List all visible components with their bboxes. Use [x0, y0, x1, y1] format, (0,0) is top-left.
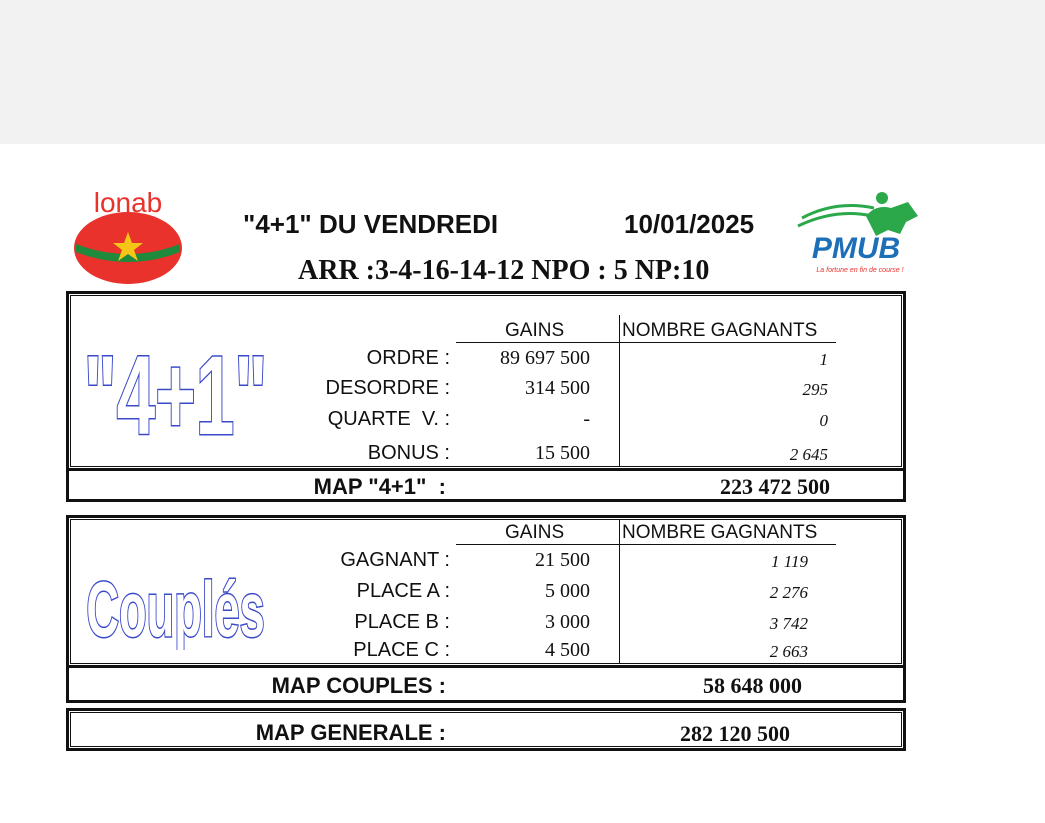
row-label: QUARTE V. : — [327, 408, 450, 430]
map-generale-label: MAP GENERALE : — [255, 720, 446, 745]
row-label: BONUS : — [367, 442, 450, 464]
header-underline — [456, 342, 836, 343]
row-winners: 1 — [819, 350, 828, 369]
row-gain: 21 500 — [535, 549, 590, 571]
row-gain: 89 697 500 — [500, 347, 590, 369]
column-divider — [619, 519, 620, 664]
row-gain: 3 000 — [545, 611, 590, 633]
map-4plus1-label: MAP "4+1" : — [313, 474, 446, 499]
map-4plus1-value: 223 472 500 — [720, 474, 830, 499]
lonab-logo-text: lonab — [93, 187, 163, 218]
map-couples-label: MAP COUPLES : — [271, 673, 446, 698]
badge-couples-text: Couplés — [86, 565, 264, 650]
row-gain: 314 500 — [525, 377, 590, 399]
row-winners: 1 119 — [771, 552, 808, 571]
row-gain: 15 500 — [535, 442, 590, 464]
row-gain: - — [583, 408, 590, 430]
col-winners-header: NOMBRE GAGNANTS — [622, 522, 818, 543]
row-gain: 4 500 — [545, 639, 590, 661]
row-label: DESORDRE : — [325, 377, 450, 399]
col-winners-header: NOMBRE GAGNANTS — [622, 320, 818, 341]
row-label: PLACE C : — [353, 639, 450, 661]
top-gray-band — [0, 0, 1045, 144]
map-generale-value: 282 120 500 — [680, 721, 790, 746]
row-label: PLACE B : — [354, 611, 450, 633]
col-gains-header: GAINS — [505, 320, 565, 341]
pmub-logo — [796, 186, 926, 278]
pmub-tagline: La fortune en fin de course ! — [816, 267, 904, 274]
race-date: 10/01/2025 — [624, 209, 755, 239]
row-winners: 2 645 — [789, 445, 828, 464]
row-winners: 0 — [819, 411, 828, 430]
row-winners: 2 663 — [769, 642, 808, 661]
row-label: GAGNANT : — [340, 549, 450, 571]
arrival-line: ARR :3-4-16-14-12 NPO : 5 NP:10 — [298, 255, 710, 286]
row-winners: 2 276 — [769, 583, 808, 602]
lonab-logo — [70, 186, 186, 286]
column-divider — [619, 315, 620, 467]
col-gains-header: GAINS — [505, 522, 565, 543]
row-label: PLACE A : — [356, 580, 450, 602]
pmub-logo-text: PMUB — [811, 232, 901, 265]
row-gain: 5 000 — [545, 580, 590, 602]
page-title: "4+1" DU VENDREDI — [243, 209, 499, 239]
badge-4plus1-text: "4+1" — [83, 333, 268, 456]
map-couples-value: 58 648 000 — [703, 673, 802, 698]
row-winners: 295 — [802, 380, 828, 399]
row-winners: 3 742 — [769, 614, 808, 633]
header-underline — [456, 544, 836, 545]
row-label: ORDRE : — [366, 347, 450, 369]
